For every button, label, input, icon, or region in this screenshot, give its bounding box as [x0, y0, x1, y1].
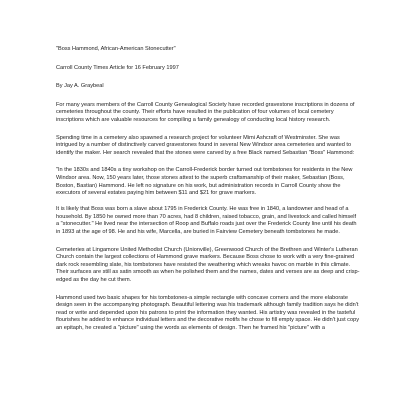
- paragraph-quote-start: "In the 1830s and 1840s a tiny workshop on the Carroll-Frederick border turned out tombstones for residents in the New Windsor area. Now, 150 years later, those stones attest to the superb craftsmanship of their maker, Sebastian (Boss, Boston, Bastian) Hammond. He left no signature on his work, but administration records in Carroll County show the executors of several estates paying him between $11 and $21 for grave markers.: [56, 167, 353, 197]
- paragraph-biography: It is likely that Boss was born a slave about 1795 in Frederick County. He was free in 1840, a landowner and head of a household. By 1850 he owned more than 70 acres, had 8 children, raised tobacco, grain, and livestock and called himself a "stonecutter." He lived near the intersection of Roop and Buffalo roads just over the Frederick County line until his death in 1893 at the age of 98. He and his wife, Marcella, are buried in Fairview Cemetery beneath tombstones he made.: [56, 206, 357, 235]
- paragraph-designs: Hammond used two basic shapes for his tombstones-a simple rectangle with concave corners and the more elaborate design seen in the accompanying photograph. Beautiful lettering was his trademark although family tradition says he didn't read or write and depended upon his patrons to print the information they wanted. His artistry was revealed in the tasteful flourishes he added to enhance individual letters and the decorative motifs he chose to fill empty space. He didn't just copy an epitaph, he created a "picture" using the words as elements of design. Then he framed his "picture" with a: [56, 294, 359, 331]
- paragraph-research: Spending time in a cemetery also spawned a research project for volunteer Mimi Ashcraft of Westminster. She was intrigued by a number of distinctively carved gravestones found in several New Windsor area cemeteries and wanted to identify the maker. Her search revealed that the stones were carved by a free Black named Sebastian "Boss" Hammond:: [56, 134, 355, 156]
- article-byline: By Jay A. Graybeal: [56, 83, 104, 90]
- paragraph-intro: For many years members of the Carroll County Genealogical Society have recorded gravestone inscriptions in dozens of cemeteries throughout the county. Their efforts have resulted in the publication of four volumes of local cemetery inscriptions which are valuable resources for compiling a family genealogy of conducting local history research.: [56, 101, 355, 123]
- paragraph-cemeteries: Cemeteries at Lingamore United Methodist Church (Unionville), Greenwood Church of the Brethren and Winter's Lutheran Church contain the largest collections of Hammond grave markers. Because Boss chose to work with a very fine-grained dark rock resembling slate, his tombstones have resisted the weathering which wreaks havoc on marble in this climate. Their surfaces are still as satin smooth as when he polished them and the names, dates and verses are as deep and crisp-edged as the day he cut them.: [56, 246, 360, 283]
- article-title: "Boss Hammond, African-American Stonecutter": [56, 46, 176, 52]
- article-source: Carroll County Times Article for 16 February 1997: [56, 64, 179, 71]
